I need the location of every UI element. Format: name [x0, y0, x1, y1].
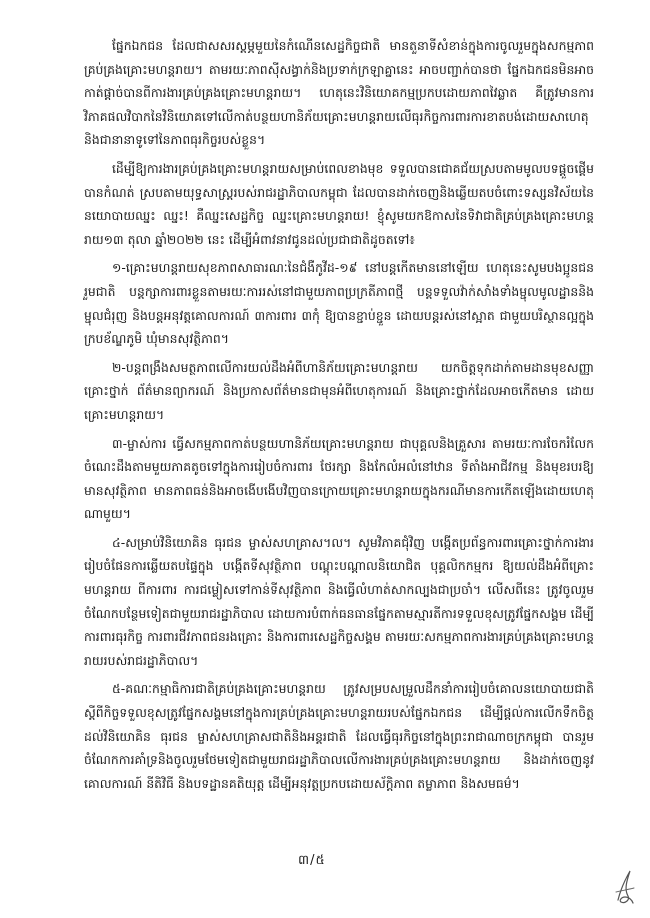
paragraph-point-2: ២-បន្តពង្រឹងសមត្ថភាពលើការយល់ដឹងអំពីហានិភ័យគ្រោះមហន្តរាយ យកចិត្តទុកដាក់តាមដានមុខសញ្ញាគ្រោះថ្នាក់ ព័ត៌មានព្យាករណ៍ និងប្រកាសព័ត៌មានជាមុនអំពីហេតុការណ៍ និងគ្រោះថ្នាក់ដែលអាចកើតមាន ដោយគ្រោះមហន្តរាយ។	[84, 359, 594, 422]
paragraph-point-4: ៤-សម្រាប់វិនិយោគិន ធុរជន ម្ចាស់សហគ្រាស។ល។ សូមវិភាគជុំវិញ បង្កើតប្រព័ន្ធការពារគ្រោះថ្នាក់ការងារ រៀបចំផែនការឆ្លើយតបផ្ទៃក្នុង បង្កើតទីសុវត្ថិភាព បណ្តុះបណ្តាលនិយោជិត បុគ្គលិកកម្មករ ឱ្យយល់ដឹងអំពីគ្រោះមហន្តរាយ ពីការពារ ការជម្លៀសទៅកាន់ទីសុវត្ថិភាព និងធ្វើលំហាត់សាកល្បងជាប្រចាំ។ លើសពីនេះ ត្រូវចូលរួមចំណែកបន្ថែមទៀតជាមួយរាជរដ្ឋាភិបាល ដោយការបំពាក់ធនធានផ្នែកតាមស្មារតីការទទួលខុសត្រូវផ្នែកសង្គម ដើម្បីការពារធុរកិច្ច ការពារជីវភាពជនរងគ្រោះ និងការពារសេដ្ឋកិច្ចសង្គម តាមរយៈសកម្មភាពការងារគ្រប់គ្រងគ្រោះមហន្តរាយរបស់រាជរដ្ឋាភិបាល។	[84, 534, 594, 668]
paragraph-point-3: ៣-ម្ចាស់ការ ធ្វើសកម្មភាពកាត់បន្ថយហានិភ័យគ្រោះមហន្តរាយ ជាបុគ្គលនិងគ្រួសារ តាមរយៈការចែករំលែកចំណេះដឹងតាមមួយភាគតូចទៅក្នុងការរៀបចំការពារ ថែរក្សា និងកែលំអលំនៅឋាន ទីតាំងអាជីវកម្ម និងមុខរបរឱ្យមានសុវត្ថិភាព មានភាពធន់និងអាចងើបងើបវិញបានក្រោយគ្រោះមហន្តរាយក្នុងករណីមានការកើតឡើងដោយហេតុណាមួយ។	[84, 435, 594, 522]
paragraph-point-5: ៥-គណៈកម្មាធិការជាតិគ្រប់គ្រងគ្រោះមហន្តរាយ ត្រូវសម្របសម្រួលដឹកនាំការរៀបចំគោលនយោបាយជាតិ ស្តីពីកិច្ចទទួលខុសត្រូវផ្នែកសង្គមនៅក្នុងការគ្រប់គ្រងគ្រោះមហន្តរាយរបស់ផ្នែកឯកជន ដើម្បីផ្តល់ការលើកទឹកចិត្តដល់វិនិយោគិន ធុរជន ម្ចាស់សហគ្រាសជាតិនិងអន្តរជាតិ ដែលធ្វើធុរកិច្ចនៅក្នុងព្រះរាជាណាចក្រកម្ពុជា បានរួមចំណែកការគាំទ្រនិងចូលរួមថែមទៀតជាមួយរាជរដ្ឋាភិបាលលើការងារគ្រប់គ្រងគ្រោះមហន្តរាយ និងដាក់ចេញនូវគោលការណ៍ នីតិវិធី និងបទដ្ឋានគតិយុត្ត ដើម្បីអនុវត្តប្រកបដោយស័ក្តិភាព តម្លាភាព និងសមធម៌។	[84, 681, 594, 791]
document-body	[84, 34, 594, 800]
paragraph-appeal: ដើម្បីឱ្យការងារគ្រប់គ្រងគ្រោះមហន្តរាយសម្រាប់ពេលខាងមុខ ទទួលបានជោគជ័យស្របតាមមូលបទផ្តួចផ្តើមបានកំណត់ ស្របតាមយុទ្ធសាស្ត្ររបស់រាជរដ្ឋាភិបាលកម្ពុជា ដែលបានដាក់ចេញនិងឆ្លើយតបចំពោះទស្សនវិស័យនៃនយោបាយឈ្នះ ឈ្នះ! គឺឈ្នះសេដ្ឋកិច្ច ឈ្នះគ្រោះមហន្តរាយ! ខ្ញុំសូមយកឱកាសនៃទិវាជាតិគ្រប់គ្រងគ្រោះមហន្តរាយ១៣ តុលា ឆ្នាំ២០២២ នេះ ដើម្បីអំពាវនាវជូនដល់ប្រជាជាតិដូចតទៅ៖	[84, 160, 594, 247]
signature-mark-icon	[612, 866, 638, 908]
paragraph-point-1: ១-គ្រោះមហន្តរាយសុខភាពសាធារណៈនៃជំងឺកូវីដ-១៩ នៅបន្តកើតមាននៅឡើយ ហេតុនេះសូមបងប្អូនជនរួមជាតិ បន្តក្សាការពារខ្លួនតាមរយៈការរស់នៅជាមួយភាពប្រក្រតីភាពថ្មី បន្តទទួលវ៉ាក់សាំងទាំងម្ជុលមូលដ្ឋាននិងម្ជុលជំរុញ និងបន្តអនុវត្តគោលការណ៍ ៣ការពារ ៣កុំ ឱ្យបានខ្ជាប់ខ្ជួន ដោយបន្តរស់នៅស្អាត ជាមួយបរិស្ថានល្អក្នុងក្របខ័ណ្ឌភូមិ ឃុំមានសុវត្ថិភាព។	[84, 260, 594, 347]
page-number: ៣/៥	[298, 853, 326, 868]
paragraph-intro-private-sector: ផ្នែកឯកជន ដែលជាសសរស្តម្ភមួយនៃកំណើនសេដ្ឋកិច្ចជាតិ មានតួនាទីសំខាន់ក្នុងការចូលរួមក្នុងសកម្មភាពគ្រប់គ្រងគ្រោះមហន្តរាយ។ តាមរយៈភាពស៊ីសង្វាក់និងប្រទាក់ក្រឡាគ្នានេះ អាចបញ្ជាក់បានថា ផ្នែកឯកជនមិនអាចកាត់ផ្តាច់បានពីការងារគ្រប់គ្រងគ្រោះមហន្តរាយ។ ហេតុនេះវិនិយោគកម្មប្រកបដោយភាពវៃឆ្លាត គឺត្រូវមានការវិភាគផលវិបាកនៃវិនិយោគទៅលើកាត់បន្ថយហានិភ័យគ្រោះមហន្តរាយលើធុរកិច្ចការពារការខាតបង់ដោយសាហេតុនិងជានានាទូទៅនៃភាពធុរកិច្ចរបស់ខ្លួន។	[84, 38, 594, 148]
